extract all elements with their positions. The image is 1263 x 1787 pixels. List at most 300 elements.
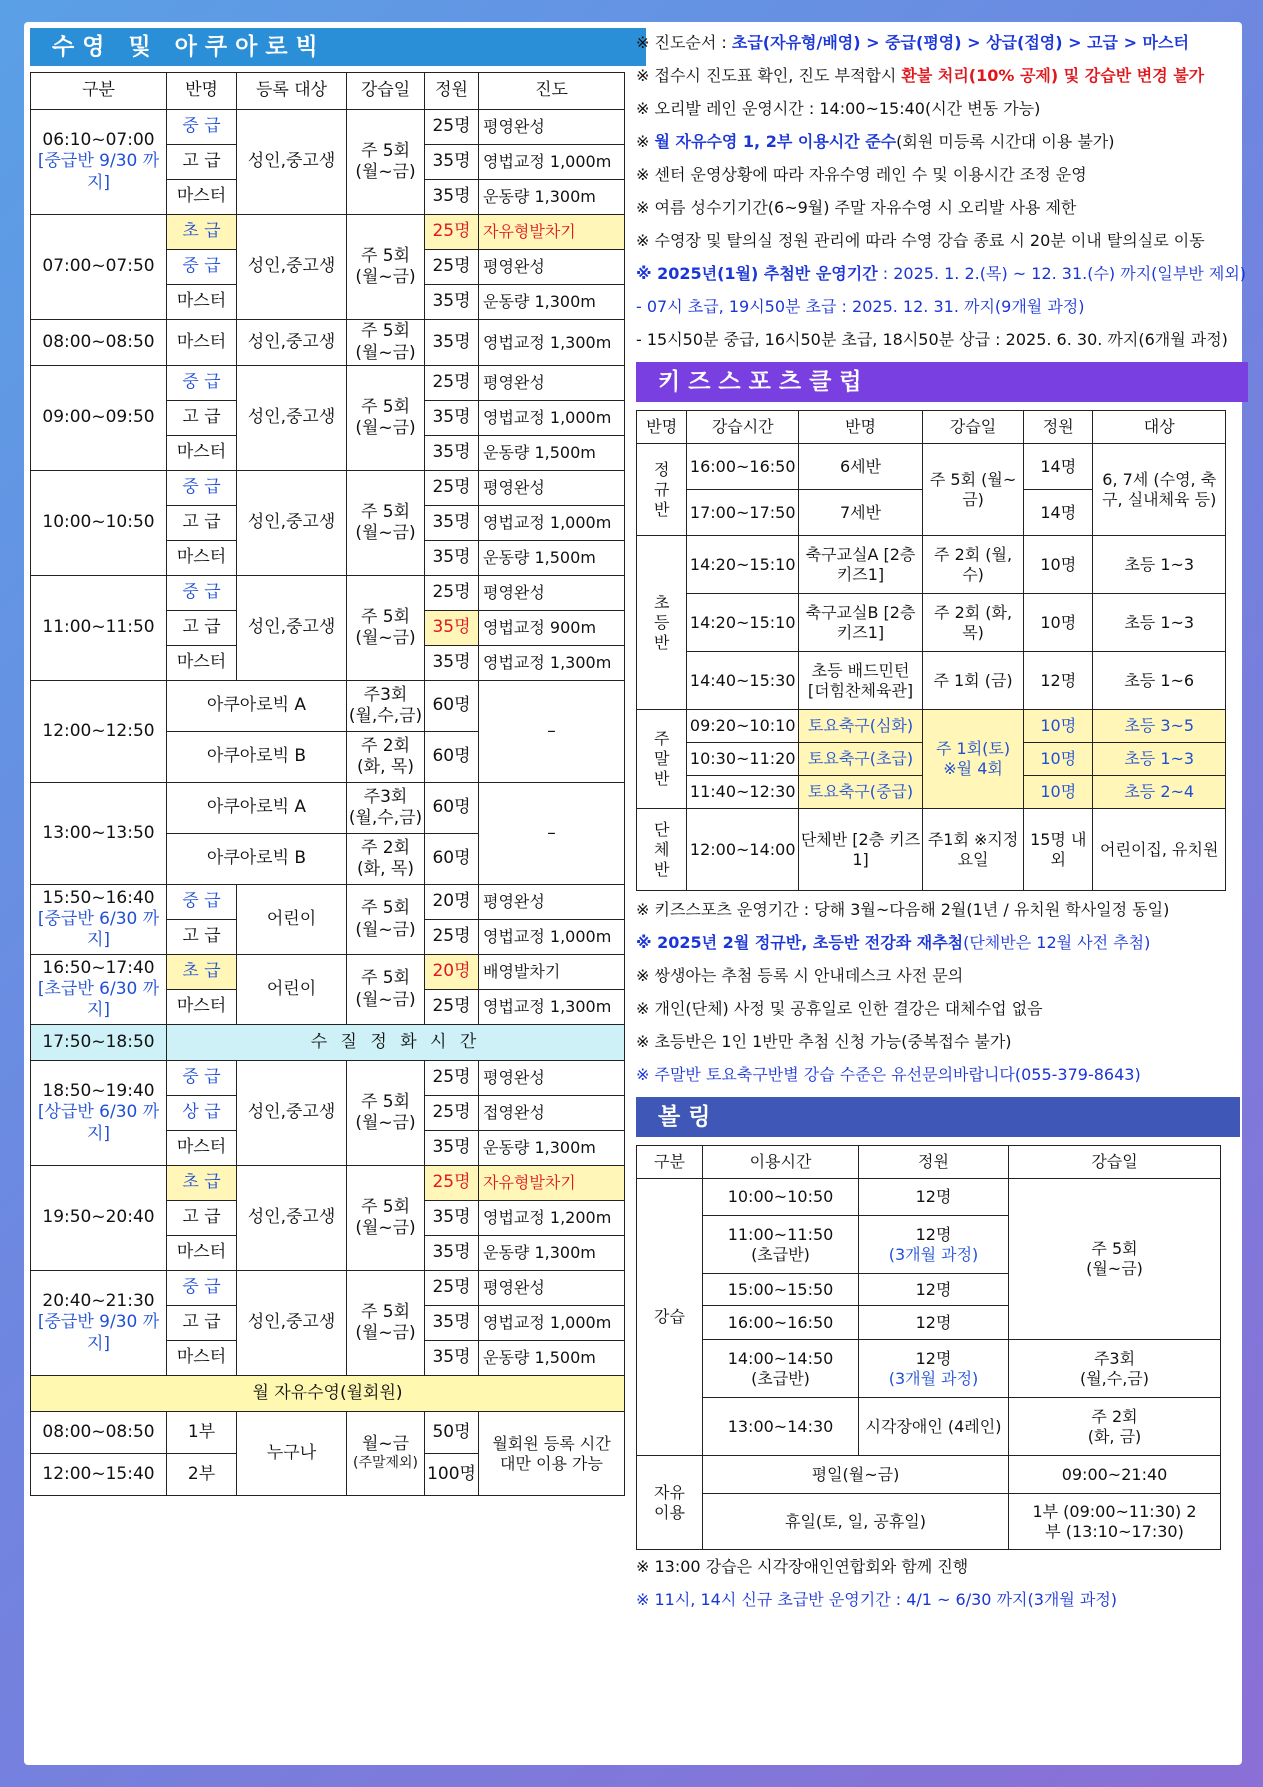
note-text: ※ [636,132,655,151]
note-line [636,125,1236,158]
days: 주 5회 (월~금) [347,1166,425,1271]
capacity: 10명 [1024,710,1093,743]
time-slot [31,110,167,215]
class-time: 14:20~15:10 [687,536,798,594]
class-name: 초등 배드민턴 [더힘찬체육관] [798,652,922,710]
progress: 영법교정 1,300m [479,646,625,681]
group-label: 주말반 [637,710,687,809]
days: 주 5회 (월~금) [923,444,1024,536]
time-slot [31,471,167,576]
table-row [637,652,1226,710]
class-name: 마스터 [167,180,237,215]
note-line: ※ 11시, 14시 신규 초급반 운영기간 : 4/1 ~ 6/30 까지(3개월 과정) [636,1590,1118,1609]
class-name: 토요축구(중급) [798,776,922,809]
col-header: 정원 [425,73,479,110]
class-time: 14:40~15:30 [687,652,798,710]
capacity: 25명 [425,576,479,611]
days: 주 2회 (월, 수) [923,536,1024,594]
target: 어린이 [237,955,347,1025]
note-line [636,959,1236,992]
progress: 운동량 1,300m [479,1236,625,1271]
progress: 배영발차기 [479,955,625,990]
progress: 평영완성 [479,110,625,145]
free-hours: 1부 (09:00~11:30) 2부 (13:10~17:30) [1009,1494,1221,1550]
note-line [636,191,1236,224]
table-row [31,576,625,611]
slot-time: 12:00~15:40 [31,1454,167,1496]
capacity: 25명 [425,471,479,506]
days-main: 월~금 [361,1434,410,1455]
capacity: 25명 [425,990,479,1025]
capacity: 25명 [425,920,479,955]
target: 초등 3~5 [1093,710,1226,743]
info-section [636,26,1247,1616]
table-row [31,471,625,506]
class-name: 6세반 [798,444,922,490]
class-name: 상 급 [167,1096,237,1131]
table-row [637,710,1226,743]
note-text: ※ 2025년(1월) 추첨반 운영기간 [636,264,878,283]
table-row [31,320,625,366]
group-label: 초등반 [637,536,687,710]
note-line [636,92,1236,125]
col-header: 정원 [859,1146,1009,1179]
lesson-time: 11:00~11:50 (초급반) [703,1216,859,1274]
progress: 평영완성 [479,366,625,401]
target: 어린이 [237,885,347,955]
class-name: 중 급 [167,885,237,920]
class-name: 중 급 [167,366,237,401]
note-line [636,224,1236,257]
class-name: 마스터 [167,541,237,576]
class-name: 초 급 [167,215,237,250]
note-text: : 2025. 1. 2.(목) ~ 12. 31.(수) 까지(일부반 제외) [877,264,1247,283]
progress: 운동량 1,300m [479,180,625,215]
class-name: 고 급 [167,1306,237,1341]
target: 성인,중고생 [237,1166,347,1271]
notes-bowling [636,1550,1236,1616]
slot-time: 16:50~17:40 [42,957,155,978]
group-target: 어린이집, 유치원 [1093,809,1226,891]
progress: 평영완성 [479,471,625,506]
days [347,1412,425,1496]
progress: 영법교정 1,000m [479,1306,625,1341]
capacity [859,1398,1009,1456]
capacity-value: 시각장애인 (4레인) [865,1416,1002,1436]
target: 성인,중고생 [237,1271,347,1376]
capacity [859,1306,1009,1340]
table-row [637,1179,1221,1216]
class-name: 1부 [167,1412,237,1454]
group-time: 12:00~14:00 [687,809,798,891]
class-name: 고 급 [167,506,237,541]
slot-time: 18:50~19:40 [42,1081,155,1102]
notes-top [636,26,1247,356]
progress: 영법교정 1,000m [479,145,625,180]
days: 주 5회 (월~금) [1009,1179,1221,1340]
class-name: 마스터 [167,990,237,1025]
note-text: (단체반은 12월 사전 추첨) [963,933,1151,952]
note-text: ※ 센터 운영상황에 따라 자유수영 레인 수 및 이용시간 조정 운영 [636,165,1087,184]
days: 주 5회 (월~금) [347,366,425,471]
target: 성인,중고생 [237,1061,347,1166]
table-row [31,1025,625,1061]
capacity: 14명 [1024,444,1093,490]
class-name: 토요축구(초급) [798,743,922,776]
note-text: ※ 오리발 레인 운영시간 : 14:00~15:40(시간 변동 가능) [636,99,1041,118]
note-text: ※ 주말반 토요축구반별 강습 수준은 유선문의바랍니다(055-379-8643) [636,1065,1141,1084]
class-time: 16:00~16:50 [687,444,798,490]
target: 초등 2~4 [1093,776,1226,809]
slot-time: 19:50~20:40 [42,1207,155,1228]
capacity: 10명 [1024,743,1093,776]
note-text: ※ 여름 성수기기간(6~9월) 주말 자유수영 시 오리발 사용 제한 [636,198,1077,217]
capacity: 50명 [425,1412,479,1454]
progress: 영법교정 1,300m [479,990,625,1025]
progress: 운동량 1,500m [479,541,625,576]
progress: 자유형발차기 [479,215,625,250]
progress: 운동량 1,300m [479,1131,625,1166]
target: 초등 1~3 [1093,536,1226,594]
table-row [31,215,625,250]
class-name: 마스터 [167,1131,237,1166]
free-hours: 09:00~21:40 [1009,1456,1221,1494]
target: 성인,중고생 [237,366,347,471]
class-name: 고 급 [167,920,237,955]
days: 주 5회 (월~금) [347,110,425,215]
days: 주 5회 (월~금) [347,576,425,681]
class-name: 마스터 [167,320,237,366]
bowling-table [636,1145,1221,1550]
free-swim-title: 월 자유수영(월회원) [31,1376,625,1412]
capacity: 35명 [425,1236,479,1271]
capacity: 35명 [425,1341,479,1376]
table-row [31,955,625,990]
class-name: 중 급 [167,250,237,285]
capacity: 35명 [425,611,479,646]
capacity: 35명 [425,145,479,180]
class-name: 초 급 [167,955,237,990]
days: 주3회 (월,수,금) [1009,1340,1221,1398]
capacity: 35명 [425,1131,479,1166]
progress: 운동량 1,500m [479,1341,625,1376]
capacity: 14명 [1024,490,1093,536]
col-header: 등록 대상 [237,73,347,110]
progress: 영법교정 1,300m [479,320,625,366]
class-name: 중 급 [167,576,237,611]
days: 주 5회 (월~금) [347,1271,425,1376]
class-time: 09:20~10:10 [687,710,798,743]
col-header: 구분 [31,73,167,110]
capacity: 10명 [1024,776,1093,809]
capacity: 10명 [1024,594,1093,652]
capacity: 25명 [425,110,479,145]
slot-period: [중급반 9/30 까지] [37,1312,160,1354]
capacity: 25명 [425,1061,479,1096]
time-slot [31,576,167,681]
class-name: 고 급 [167,1201,237,1236]
note-text: ※ 키즈스포츠 운영기간 : 당해 3월~다음해 2월(1년 / 유치원 학사일정 동일) [636,900,1170,919]
capacity: 25명 [425,366,479,401]
col-header: 반명 [167,73,237,110]
col-header: 강습일 [1009,1146,1221,1179]
progress: 평영완성 [479,250,625,285]
class-name: 축구교실B [2층 키즈1] [798,594,922,652]
class-name: 아쿠아로빅 B [167,834,347,885]
kids-table [636,410,1226,891]
table-row [637,536,1226,594]
capacity: 35명 [425,1306,479,1341]
capacity: 35명 [425,180,479,215]
note-line [636,1025,1236,1058]
note-line [636,926,1236,959]
slot-time: 08:00~08:50 [42,331,155,352]
capacity [859,1179,1009,1216]
progress: 영법교정 1,200m [479,1201,625,1236]
progress: 영법교정 900m [479,611,625,646]
days: 주 5회 (월~금) [347,955,425,1025]
time-slot [31,1271,167,1376]
time-slot [31,1166,167,1271]
progress: – [479,783,625,885]
col-header: 반명 [637,411,687,444]
note-text: ※ 개인(단체) 사정 및 공휴일로 인한 결강은 대체수업 없음 [636,999,1043,1018]
table-row [31,366,625,401]
capacity: 35명 [425,320,479,366]
capacity-value: 12명 [915,1187,952,1206]
days: 주 5회 (월~금) [347,885,425,955]
class-time: 14:20~15:10 [687,594,798,652]
group-cap: 15명 내외 [1024,809,1093,891]
capacity: 10명 [1024,536,1093,594]
capacity: 35명 [425,1201,479,1236]
capacity [859,1274,1009,1306]
note-text: ※ 진도순서 : [636,33,732,52]
notes-kids [636,893,1236,1091]
class-name: 아쿠아로빅 A [167,783,347,834]
table-row [637,594,1226,652]
free-day: 평일(월~금) [703,1456,1009,1494]
class-time: 17:00~17:50 [687,490,798,536]
lesson-time: 16:00~16:50 [703,1306,859,1340]
capacity: 60명 [425,732,479,783]
note-line: ※ 13:00 강습은 시각장애인연합회와 함께 진행 [636,1557,969,1576]
page [24,22,1247,1765]
target: 성인,중고생 [237,471,347,576]
table-row [31,1412,625,1454]
progress: 영법교정 1,000m [479,401,625,436]
time-slot [31,215,167,320]
capacity: 100명 [425,1454,479,1496]
lesson-time: 13:00~14:30 [703,1398,859,1456]
slot-time: 09:00~09:50 [42,407,155,428]
capacity: 35명 [425,401,479,436]
group-label: 자유 이용 [637,1456,703,1550]
table-row [31,885,625,920]
group-label: 강습 [637,1179,703,1456]
slot-time: 07:00~07:50 [42,256,155,277]
note-text: - 15시50분 중급, 16시50분 초급, 18시50분 상급 : 2025. 6. 30. 까지(6개월 과정) [636,330,1228,349]
table-row [637,1494,1221,1550]
capacity: 60명 [425,834,479,885]
lesson-time: 15:00~15:50 [703,1274,859,1306]
progress: 영법교정 1,000m [479,920,625,955]
days: 주 2회 (화, 금) [1009,1398,1221,1456]
class-name: 아쿠아로빅 B [167,732,347,783]
col-header: 강습일 [923,411,1024,444]
target: 성인,중고생 [237,110,347,215]
capacity: 25명 [425,215,479,250]
progress: 운동량 1,500m [479,436,625,471]
swim-table [30,72,625,1496]
capacity: 25명 [425,250,479,285]
col-header: 정원 [1024,411,1093,444]
slot-time: 15:50~16:40 [42,887,155,908]
slot-time: 20:40~21:30 [42,1291,155,1312]
col-header: 반명 [798,411,922,444]
days: 주 1회 (금) [923,652,1024,710]
class-name: 축구교실A [2층 키즈1] [798,536,922,594]
class-name: 7세반 [798,490,922,536]
progress: 자유형발차기 [479,1166,625,1201]
table-row [637,1340,1221,1398]
note-line [636,26,1236,59]
capacity: 35명 [425,541,479,576]
capacity-value: 12명 [915,1312,952,1332]
group-label: 단체반 [637,809,687,891]
class-name: 마스터 [167,285,237,320]
note-line [636,59,1236,92]
time-slot [31,885,167,955]
target: 성인,중고생 [237,215,347,320]
slot-period: [중급반 6/30 까지] [37,908,160,951]
target: 6, 7세 (수영, 축구, 실내체육 등) [1093,444,1226,536]
col-header: 이용시간 [703,1146,859,1179]
target: 성인,중고생 [237,576,347,681]
note-text: ※ 2025년 2월 정규반, 초등반 전강좌 재추첨 [636,933,964,952]
table-row [637,809,1226,891]
capacity [859,1216,1009,1274]
class-time: 10:30~11:20 [687,743,798,776]
table-row [637,1398,1221,1456]
capacity: 20명 [425,885,479,920]
note-line [636,257,1247,290]
days: 주3회 (월,수,금) [347,681,425,732]
swim-title: 수영 및 아쿠아로빅 [30,28,646,66]
class-name: 고 급 [167,611,237,646]
class-name: 고 급 [167,401,237,436]
class-name: 마스터 [167,1236,237,1271]
days: 주 2회 (화, 목) [347,732,425,783]
time-slot [31,320,167,366]
days: 주 5회 (월~금) [347,320,425,366]
class-name: 아쿠아로빅 A [167,681,347,732]
slot-time: 10:00~10:50 [42,512,155,533]
capacity: 60명 [425,783,479,834]
slot-time: 06:10~07:00 [42,130,155,151]
slot-period: [상급반 6/30 까지] [37,1102,160,1144]
time-slot [31,955,167,1025]
capacity [859,1340,1009,1398]
table-row [31,1271,625,1306]
class-name: 중 급 [167,471,237,506]
progress: 평영완성 [479,576,625,611]
col-header: 대상 [1093,411,1226,444]
table-row [637,1456,1221,1494]
progress: 접영완성 [479,1096,625,1131]
slot-time: 17:50~18:50 [31,1025,167,1061]
progress: 평영완성 [479,1061,625,1096]
col-header: 구분 [637,1146,703,1179]
slot-time: 12:00~12:50 [31,681,167,783]
swim-section [30,28,624,1496]
time-slot [31,366,167,471]
class-name: 중 급 [167,1271,237,1306]
class-name: 마스터 [167,436,237,471]
capacity: 35명 [425,436,479,471]
note-text: (회원 미등록 시간대 이용 불가) [896,132,1115,151]
slot-time: 13:00~13:50 [31,783,167,885]
days: 주 1회(토) ※월 4회 [923,710,1024,809]
days-sub: (주말제외) [352,1455,419,1472]
capacity: 25명 [425,1166,479,1201]
capacity-value: 12명 [915,1348,952,1368]
days: 주 2회 (화, 목) [347,834,425,885]
class-name: 고 급 [167,145,237,180]
quality-label: 수 질 정 화 시 간 [167,1025,625,1061]
col-header: 진도 [479,73,625,110]
target: 성인,중고생 [237,320,347,366]
progress: 평영완성 [479,885,625,920]
class-name: 마스터 [167,1341,237,1376]
group-name: 단체반 [2층 키즈1] [798,809,922,891]
note-text: ※ 초등반은 1인 1반만 추첨 신청 가능(중복접수 불가) [636,1032,1012,1051]
class-name: 중 급 [167,1061,237,1096]
free-day: 휴일(토, 일, 공휴일) [703,1494,1009,1550]
capacity: 25명 [425,1271,479,1306]
class-name: 2부 [167,1454,237,1496]
capacity-value: 12명 [915,1224,952,1244]
note-text: 월 자유수영 1, 2부 이용시간 준수 [654,132,897,151]
note-text: ※ 쌍생아는 추첨 등록 시 안내데스크 사전 문의 [636,966,964,985]
progress: 영법교정 1,000m [479,506,625,541]
lesson-time: 14:00~14:50 (초급반) [703,1340,859,1398]
table-row [31,1166,625,1201]
col-header: 강습일 [347,73,425,110]
class-name: 마스터 [167,646,237,681]
note-line [636,323,1236,356]
slot-period: [중급반 9/30 까지] [37,151,160,193]
capacity: 12명 [1024,652,1093,710]
progress: 운동량 1,300m [479,285,625,320]
note-text: 초급(자유형/배영) > 중급(평영) > 상급(접영) > 고급 > 마스터 [731,33,1189,52]
col-header: 강습시간 [687,411,798,444]
slot-time: 08:00~08:50 [31,1412,167,1454]
time-slot [31,1061,167,1166]
note-line [636,893,1236,926]
slot-time: 11:00~11:50 [42,617,155,638]
progress: – [479,681,625,783]
note-line [636,158,1236,191]
free-note: 월회원 등록 시간대만 이용 가능 [479,1412,625,1496]
group-label: 정규반 [637,444,687,536]
capacity: 25명 [425,1096,479,1131]
note-text: - 07시 초급, 19시50분 초급 : 2025. 12. 31. 까지(9개월 과정) [636,297,1085,316]
capacity: 35명 [425,506,479,541]
note-line [636,1058,1236,1091]
capacity: 20명 [425,955,479,990]
target: 초등 1~3 [1093,743,1226,776]
